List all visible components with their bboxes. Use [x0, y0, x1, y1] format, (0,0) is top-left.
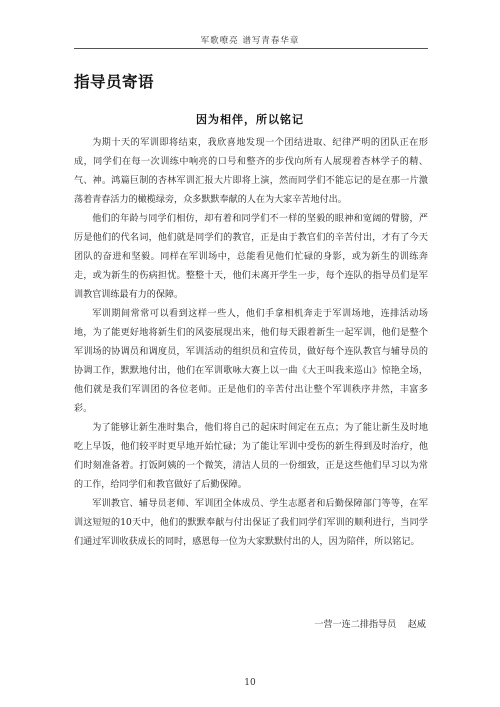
paragraph: 军训教官、辅导员老师、军训团全体成员、学生志愿者和后勤保障部门等等，在军训这短短的10天中，他们的默默奉献与付出保证了我们同学们军训的顺利进行，当同学们通过军训收获成长的同时，感恩每一位为大家默默付出的人，因为陪伴，所以铭记。 — [74, 499, 428, 547]
author-signature: 一营一连二排指导员 赵威 — [314, 620, 426, 630]
running-header: 军歌嘹亮 谱写青春华章 — [200, 36, 300, 46]
paragraph: 他们的年龄与同学们相仿，却有着和同学们不一样的坚毅的眼神和宽阔的臂膀，严厉是他们的代名词，他们就是同学们的教官，正是由于教官们的辛苦付出，才有了今天团队的奋进和坚毅。同样在军训场中，总能看见他们忙碌的身影，或为新生的训练奔走，或为新生的伤病担忧。整整十天，他们未离开学生一步，每个连队的指导员们是军训教官训练最有力的保障。 — [74, 214, 428, 300]
paragraph: 为了能够让新生准时集合，他们将自己的起床时间定在五点；为了能让新生及时地吃上早饭，他们较平时更早地开始忙碌；为了能让军训中受伤的新生得到及时治疗，他们时刻准备着。打饭阿姨的一个微笑，清洁人员的一份细致，正是这些他们早习以为常的工作，给同学们和教官做好了后勤保障。 — [74, 423, 428, 490]
article-title: 因为相伴，所以铭记 — [196, 113, 304, 126]
header-divider — [74, 48, 428, 49]
paragraph: 为期十天的军训即将结束，我欣喜地发现一个团结进取、纪律严明的团队正在形成，同学们在每一次训练中响亮的口号和整齐的步伐向所有人展现着杏林学子的精、气、神。鸿篇巨制的杏林军训汇报大片即将上演，然而同学们不能忘记的是在那一片激荡着青春活力的橄榄绿旁，众多默默奉献的人在为大家辛苦地付出。 — [74, 138, 428, 205]
section-title: 指导员寄语 — [74, 73, 155, 91]
page-number: 10 — [244, 678, 256, 688]
paragraph: 军训期间常常可以看到这样一些人，他们手拿相机奔走于军训场地，连排活动场地，为了能更好地将新生们的风姿展现出来，他们每天跟着新生一起军训，他们是整个军训场的协调员和调度员，军训活动的组织员和宣传员，做好每个连队教官与辅导员的协调工作，默默地付出，他们在军训歌咏大赛上以一曲《大王叫我来巡山》惊艳全场，他们就是我们军训团的各位老师。正是他们的辛苦付出让整个军训秩序井然，丰富多彩。 — [74, 309, 428, 414]
article-body — [74, 134, 428, 552]
